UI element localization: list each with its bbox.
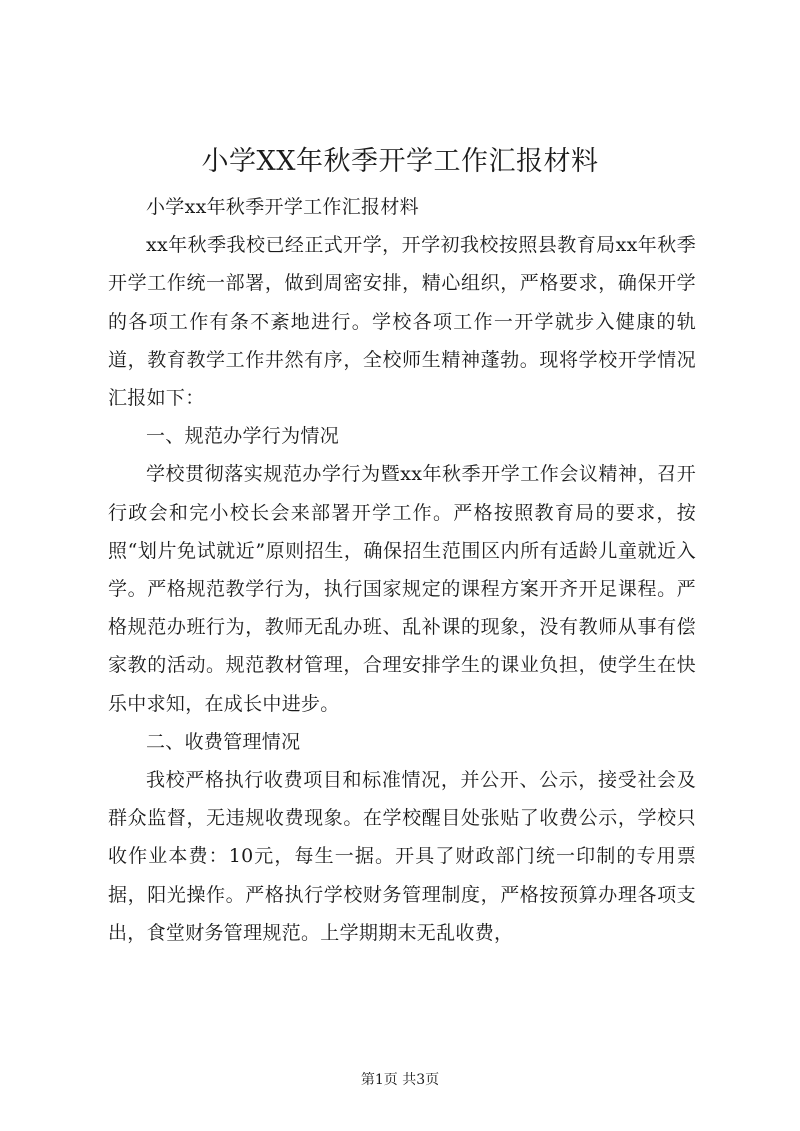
section-heading-2: 二、收费管理情况 bbox=[146, 730, 301, 753]
section-body-2: 我校严格执行收费项目和标准情况，并公开、公示，接受社会及群众监督，无违规收费现象。在学校醒目处张贴了收费公示，学校只收作业本费：10元，每生一据。开具了财政部门统一印制的专用票据，阳光操作。严格执行学校财务管理制度，严格按预算办理各项支出，食堂财务管理规范。上学期期末无乱收费， bbox=[108, 769, 696, 944]
page-number: 第1页 共3页 bbox=[360, 1072, 440, 1088]
document-title: 小学XX年秋季开学工作汇报材料 bbox=[201, 146, 599, 177]
section-body-1: 学校贯彻落实规范办学行为暨xx年秋季开学工作会议精神，召开行政会和完小校长会来部署开学工作。严格按照教育局的要求，按照“划片免试就近”原则招生，确保招生范围区内所有适龄儿童就近入学。严格规范教学行为，执行国家规定的课程方案开齐开足课程。严格规范办班行为，教师无乱办班、乱补课的现象，没有教师从事有偿家教的活动。规范教材管理，合理安排学生的课业负担，使学生在快乐中求知，在成长中进步。 bbox=[108, 463, 696, 715]
document-body bbox=[108, 188, 696, 952]
intro-paragraph: xx年秋季我校已经正式开学，开学初我校按照县教育局xx年秋季开学工作统一部署，做到周密安排，精心组织，严格要求，确保开学的各项工作有条不紊地进行。学校各项工作一开学就步入健康的轨道，教育教学工作井然有序，全校师生精神蓬勃。现将学校开学情况汇报如下： bbox=[108, 234, 696, 410]
section-heading-1: 一、规范办学行为情况 bbox=[146, 425, 340, 448]
page-footer bbox=[0, 1070, 800, 1090]
document-subtitle: 小学xx年秋季开学工作汇报材料 bbox=[146, 196, 419, 218]
